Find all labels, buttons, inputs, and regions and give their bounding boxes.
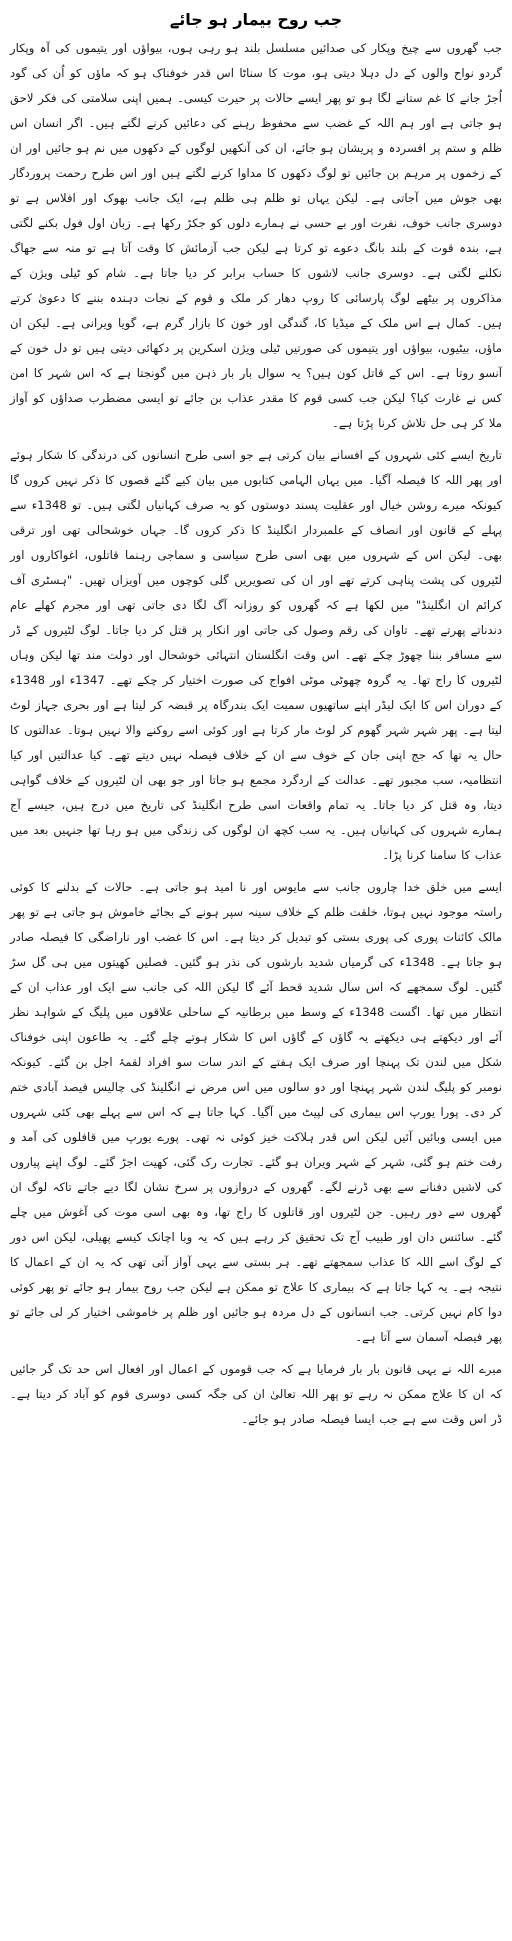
article-headline: جب روح بیمار ہو جائے	[169, 10, 343, 29]
article-paragraph-3: ایسے میں خلق خدا چاروں جانب سے مایوس اور نا امید ہو جاتی ہے۔ حالات کے بدلنے کا کوئی راستہ موجود نہیں ہوتا، خلقت ظلم کے خلاف سینہ سپر ہونے کے بجائے خاموش ہو جاتی ہے تو پھر مالک کائنات پوری کی پوری بستی کو تبدیل کر دیتا ہے۔ اس کا غضب اور ناراضگی کا فیصلہ صادر ہو جاتا ہے۔ 1348ء کی گرمیاں شدید بارشوں کی نذر ہو گئیں۔ فصلیں کھیتوں میں ہی گل سڑ گئیں۔ لوگ سمجھے کہ اس سال شدید قحط آئے گا لیکن اللہ کی جانب سے ایک اور عذاب ان کے انتظار میں تھا۔ اگست 1348ء کے وسط میں برطانیہ کے ساحلی علاقوں میں پلیگ کے شواہد نظر آئے اور دیکھتے ہی دیکھتے یہ گاؤں کے گاؤں اس کا شکار ہوتے چلے گئے۔ یہ طاعون اپنی خوفناک شکل میں لندن تک پہنچا اور صرف ایک ہفتے کے اندر سات سو افراد لقمۂ اجل بن گئے۔ کیونکہ نومبر کو پلیگ لندن شہر پہنچا اور دو سالوں میں اس مرض نے انگلینڈ کی چالیس فیصد آبادی ختم کر دی۔ پورا یورپ اس بیماری کی لپیٹ میں آگیا۔ کہا جاتا ہے کہ اس سے پہلے بھی کئی شہروں میں ایسی وبائیں آئیں لیکن اس قدر ہلاکت خیز کوئی نہ تھی۔ پورے یورپ میں قافلوں کی آمد و رفت ختم ہو گئی، شہر کے شہر ویران ہو گئے۔ تجارت رک گئی، کھیت اجڑ گئے۔ لوگ اپنے پیاروں کی لاشیں دفنانے سے بھی ڈرنے لگے۔ گھروں کے دروازوں پر سرخ نشان لگا دیے جاتے تاکہ لوگ ان گھروں سے دور رہیں۔ جن لٹیروں اور قاتلوں کا راج تھا، وہ بھی اسی موت کی آغوش میں چلے گئے۔ سائنس دان اور طبیب آج تک تحقیق کر رہے ہیں کہ یہ وبا اچانک کیسے پھیلی، لیکن اس دور کے لوگ اسے اللہ کا عذاب سمجھتے تھے۔ ہر بستی سے یہی آواز آتی تھی کہ یہ ان کے اعمال کا نتیجہ ہے۔ یہ کہا جاتا ہے کہ بیماری کا علاج تو ممکن ہے لیکن جب روح بیمار ہو جائے تو پھر کوئی دوا کام نہیں کرتی۔ جب انسانوں کے دل مردہ ہو جائیں اور ظلم پر خاموشی اختیار کر لی جائے تو پھر فیصلہ آسمان سے آتا ہے۔	[10, 880, 503, 1344]
article-paragraph-4: میرے اللہ نے یہی قانون بار بار فرمایا ہے کہ جب قوموں کے اعمال اور افعال اس حد تک گر جائیں کہ ان کا علاج ممکن نہ رہے تو پھر اللہ تعالیٰ ان کی جگہ کسی دوسری قوم کو آباد کر دیتا ہے۔ ڈر اس وقت سے ہے جب ایسا فیصلہ صادر ہو جائے۔	[10, 1362, 502, 1426]
article-paragraph-1: جب گھروں سے چیخ وپکار کی صدائیں مسلسل بلند ہو رہی ہوں، بیواؤں اور یتیموں کی آہ وپکار گردو نواح والوں کے دل دہلا دیتی ہو، موت کا سناٹا اس قدر خوفناک ہو کہ ماؤں کو اُن کی گود اُجڑ جانے کا غم ستانے لگا ہو تو پھر ایسے حالات پر حیرت کیسی۔ ہمیں اپنی سلامتی کی فکر لاحق ہو جاتی ہے اور ہم اللہ کے غضب سے محفوظ رہنے کی دعائیں کرنے لگتے ہیں۔ اگر انسان اس ظلم و ستم پر افسردہ و پریشان ہو جائے، ان کی آنکھیں لوگوں کے دکھوں میں نم ہو جائیں اور ان کے زخموں پر مرہم بن جائیں تو لوگ دکھوں کا مداوا کرنے لگتے ہیں اور اس طرح رحمت پروردگار بھی جوش میں آجاتی ہے۔ لیکن یہاں تو ظلم ہی ظلم ہے، ایک جانب بھوک اور افلاس ہے تو دوسری جانب خوف، نفرت اور بے حسی نے ہمارے دلوں کو جکڑ رکھا ہے۔ زبان اول فول بکنے لگتی ہے، بندہ قوت کے بلند بانگ دعوے تو کرتا ہے لیکن جب آزمائش کا وقت آتا ہے تو منہ سے جھاگ نکلنے لگتی ہے۔ دوسری جانب لاشوں کا حساب برابر کر دیا جاتا ہے۔ شام کو ٹیلی ویژن کے مذاکروں پر بیٹھے لوگ پارسائی کا روپ دھار کر ملک و قوم کے نجات دہندہ بننے کا دعویٰ کرتے ہیں۔ کمال ہے اس ملک کے میڈیا کا، گندگی اور خون کا بازار گرم ہے، گویا ویرانی ہے۔ لیکن ان ماؤں، بیٹیوں، بیواؤں اور یتیموں کی صورتیں ٹیلی ویژن اسکرین پر دکھائی دیتی ہیں تو دل خون کے آنسو روتا ہے۔ اس کے قاتل کون ہیں؟ یہ سوال بار بار ذہن میں گونجتا ہے کہ اس شہر کا امن کس نے غارت کیا؟ لیکن جب کسی قوم کا مقدر عذاب بن جائے تو ایسی مضطرب صداؤں کو آواز ملا کر ہی حل تلاش کرنا پڑتا ہے۔	[10, 41, 502, 430]
article-paragraph-2: تاریخ ایسے کئی شہروں کے افسانے بیان کرتی ہے جو اسی طرح انسانوں کی درندگی کا شکار ہوئے اور پھر اللہ کا فیصلہ آگیا۔ میں یہاں الہامی کتابوں میں بیان کیے گئے قصوں کا ذکر نہیں کروں گا کیونکہ میرے روشن خیال اور عقلیت پسند دوستوں کو یہ صرف کہانیاں لگتی ہیں۔ تو 1348ء سے پہلے کے قانون اور انصاف کے علمبردار انگلینڈ کا ذکر کروں گا۔ جہاں خوشحالی تھی اور ترقی بھی۔ لیکن اس کے شہروں میں بھی اسی طرح سیاسی و سماجی رہنما قاتلوں، اغواکاروں اور لٹیروں کی پشت پناہی کرتے تھے اور ان کی تصویریں گلی کوچوں میں آویزاں تھیں۔ "ہسٹری آف کرائم ان انگلینڈ" میں لکھا ہے کہ گھروں کو روزانہ آگ لگا دی جاتی تھی اور مجرم کھلے عام دندناتے پھرتے تھے۔ تاوان کی رقم وصول کی جاتی اور انکار پر قتل کر دیا جاتا۔ لوگ لٹیروں کے ڈر سے مسافر بننا چھوڑ چکے تھے۔ اس وقت انگلستان انتہائی خوشحال اور دولت مند تھا لیکن وہاں لٹیروں کا راج تھا۔ یہ گروہ چھوٹی موٹی افواج کی صورت اختیار کر چکے تھے۔ 1347ء اور 1348ء کے دوران اس کا ایک لیڈر اپنے ساتھیوں سمیت ایک بندرگاہ پر قبضہ کر لیتا ہے اور بحری جہاز لوٹ لیتا ہے۔ پھر شہر شہر گھوم کر لوٹ مار کرتا ہے اور کوئی اسے روکنے والا نہیں ہوتا۔ عدالتوں کا حال یہ تھا کہ جج اپنی جان کے خوف سے ان کے خلاف فیصلہ نہیں دیتے تھے۔ کیا عدالتیں اور کیا انتظامیہ، سب مجبور تھے۔ عدالت کے اردگرد مجمع ہو جاتا اور جو بھی ان لٹیروں کے خلاف گواہی دیتا، وہ قتل کر دیا جاتا۔ یہ تمام واقعات اسی طرح انگلینڈ کی تاریخ میں درج ہیں، جیسے آج ہمارے شہروں کی کہانیاں ہیں۔ یہ سب کچھ ان لوگوں کی زندگی میں ہو رہا تھا جنہیں بعد میں عذاب کا سامنا کرنا پڑا۔	[10, 448, 502, 862]
